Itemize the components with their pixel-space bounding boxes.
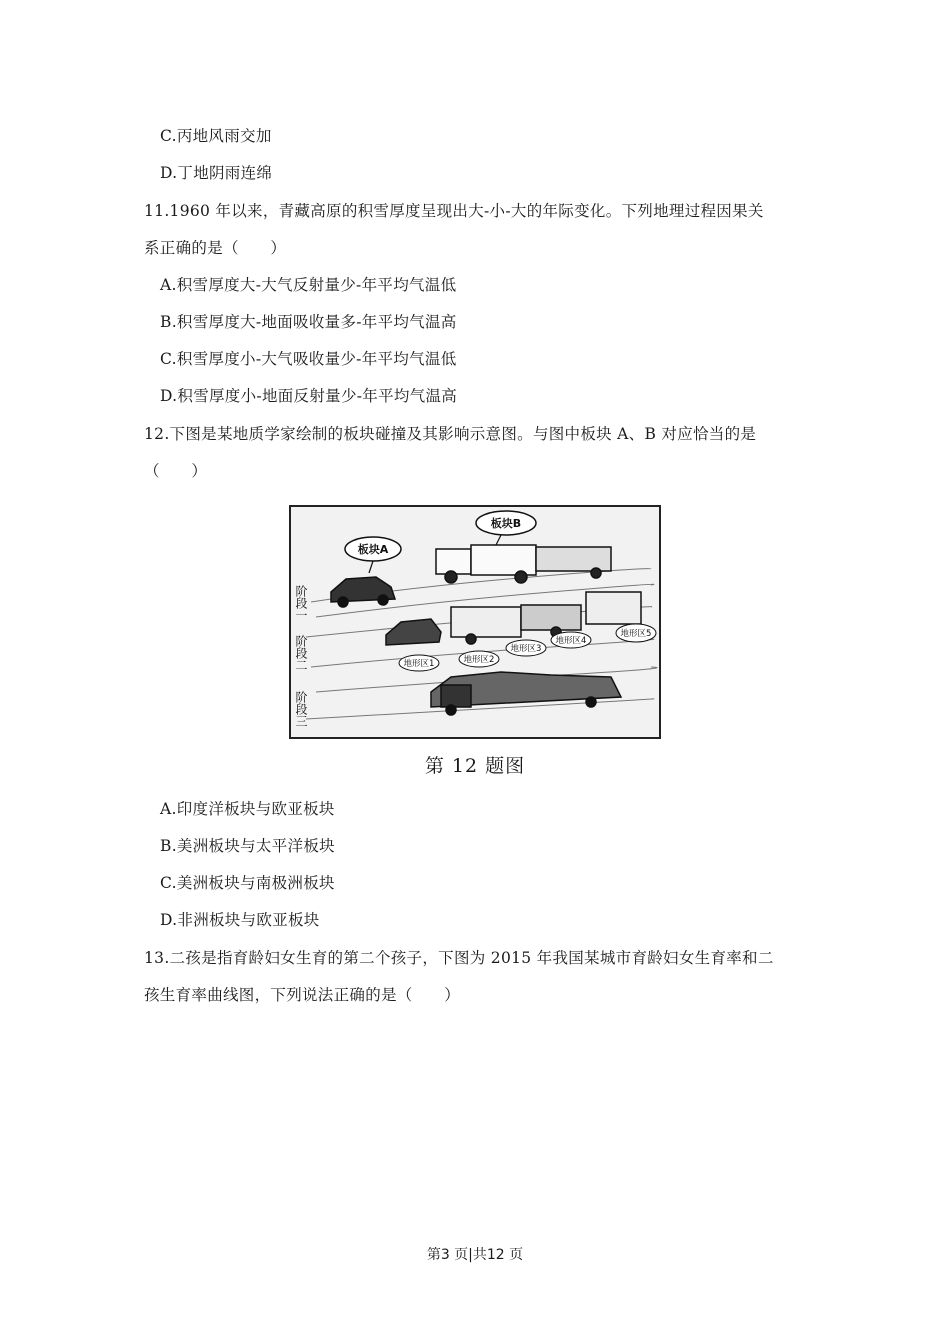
- q11-stem-line1: 11.1960 年以来，青藏高原的积雪厚度呈现出大-小-大的年际变化。下列地理过程因果关: [144, 202, 764, 220]
- q12-option-c: C.美洲板块与南极洲板块: [160, 874, 335, 892]
- region2-label: 地形区2: [463, 655, 495, 665]
- q11-option-a: A.积雪厚度大-大气反射量少-年平均气温低: [160, 276, 457, 294]
- plate-collision-figure: [289, 505, 661, 739]
- stage3-wreck: [431, 672, 621, 715]
- q11-stem-line2: 系正确的是（ ）: [144, 239, 287, 257]
- plate-a-label: 板块A: [357, 543, 389, 556]
- plate-collision-illustration: [291, 507, 659, 737]
- q11-option-d: D.积雪厚度小-地面反射量少-年平均气温高: [160, 387, 458, 405]
- region3-label: 地形区3: [510, 644, 542, 654]
- region4-label: 地形区4: [555, 636, 587, 646]
- stage2-vehicles: [386, 592, 641, 645]
- q10-option-d: D.丁地阴雨连绵: [160, 164, 273, 182]
- page-number: 第3 页|共12 页: [426, 1247, 524, 1263]
- region5-label: 地形区5: [620, 629, 652, 639]
- figure-caption: 第 12 题图: [424, 755, 526, 777]
- plate-b-label: 板块B: [490, 517, 522, 530]
- q11-option-b: B.积雪厚度大-地面吸收量多-年平均气温高: [160, 313, 457, 331]
- stage2-label: 阶段二: [294, 635, 308, 671]
- region1-label: 地形区1: [403, 659, 435, 669]
- stage1-label: 阶段一: [294, 585, 308, 621]
- stage1-car: [331, 577, 395, 607]
- q12-option-a: A.印度洋板块与欧亚板块: [160, 800, 335, 818]
- q13-stem-line1: 13.二孩是指育龄妇女生育的第二个孩子，下图为 2015 年我国某城市育龄妇女生育率和二: [144, 949, 774, 967]
- q12-stem-line2: （ ）: [144, 462, 208, 480]
- stage3-label: 阶段三: [294, 691, 308, 727]
- q12-stem-line1: 12.下图是某地质学家绘制的板块碰撞及其影响示意图。与图中板块 A、B 对应恰当的是: [144, 425, 757, 443]
- q11-option-c: C.积雪厚度小-大气吸收量少-年平均气温低: [160, 350, 457, 368]
- stage1-truck: [436, 545, 611, 583]
- plate-a-bubble: [345, 537, 401, 573]
- q12-option-b: B.美洲板块与太平洋板块: [160, 837, 335, 855]
- q12-option-d: D.非洲板块与欧亚板块: [160, 911, 320, 929]
- q10-option-c: C.丙地风雨交加: [160, 127, 272, 145]
- plate-b-bubble: [476, 511, 536, 545]
- q13-stem-line2: 孩生育率曲线图，下列说法正确的是（ ）: [144, 986, 461, 1004]
